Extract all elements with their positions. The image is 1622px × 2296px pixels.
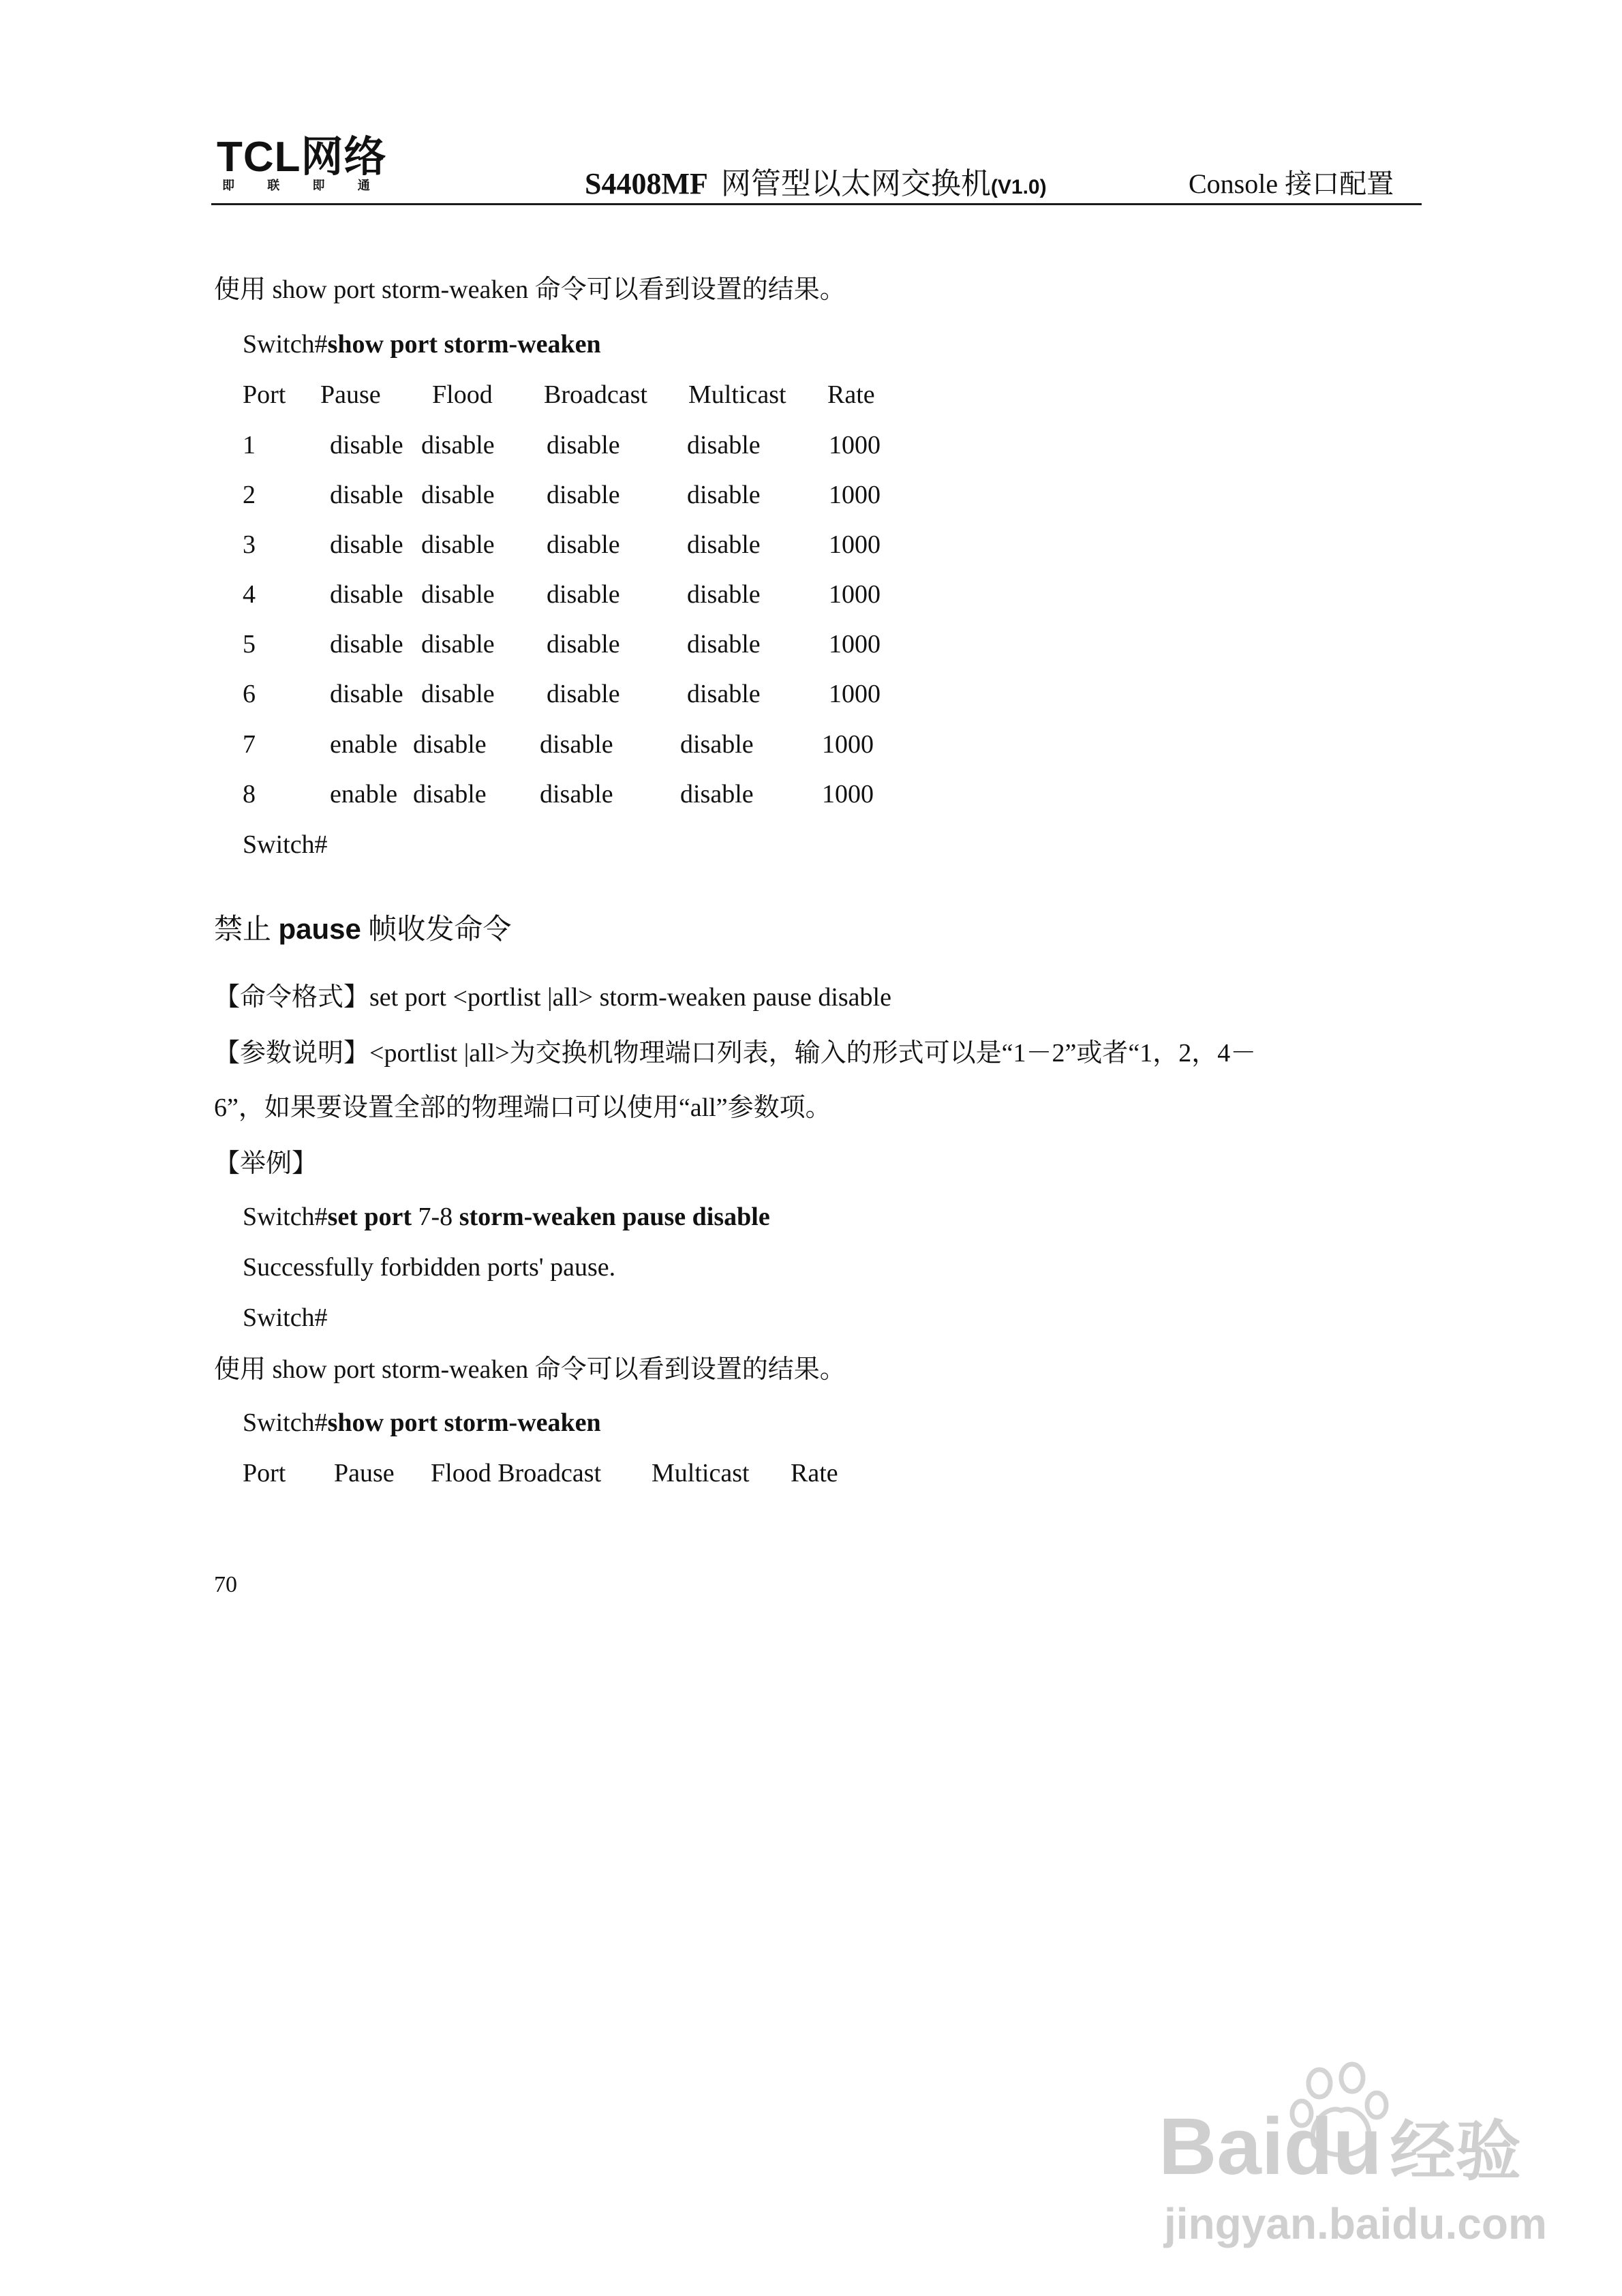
col-header-port: Port bbox=[243, 380, 286, 409]
prompt: Switch# bbox=[243, 330, 328, 359]
col-header-flood-broadcast: Flood Broadcast bbox=[431, 1459, 602, 1487]
broadcast-cell: disable bbox=[540, 730, 613, 759]
flood-cell: disable bbox=[421, 481, 495, 509]
broadcast-cell: disable bbox=[540, 780, 613, 809]
port-cell: 5 bbox=[243, 630, 256, 659]
multicast-cell: disable bbox=[687, 431, 761, 459]
rate-cell: 1000 bbox=[829, 680, 881, 708]
command-line-1 bbox=[243, 331, 601, 357]
product-model: S4408MF bbox=[585, 167, 708, 200]
example-prompt-end: Switch# bbox=[243, 1303, 328, 1332]
document-title bbox=[585, 169, 1047, 199]
pause-cell: disable bbox=[330, 630, 403, 659]
page-number: 70 bbox=[214, 1572, 237, 1597]
pause-cell: disable bbox=[330, 431, 403, 459]
col-header-multicast: Multicast bbox=[688, 380, 786, 409]
col-header-rate: Rate bbox=[791, 1459, 838, 1487]
flood-cell: disable bbox=[421, 630, 495, 659]
watermark-brand: Baidu 经验 bbox=[1159, 2102, 1521, 2192]
multicast-cell: disable bbox=[687, 530, 761, 559]
param-text-line2: 6”，如果要设置全部的物理端口可以使用“all”参数项。 bbox=[214, 1093, 831, 1122]
port-cell: 4 bbox=[243, 580, 256, 609]
port-cell: 3 bbox=[243, 530, 256, 559]
section-keyword: pause bbox=[278, 913, 361, 945]
rate-cell: 1000 bbox=[829, 630, 881, 659]
port-cell: 1 bbox=[243, 431, 256, 459]
pause-cell: disable bbox=[330, 530, 403, 559]
col-header-broadcast: Broadcast bbox=[544, 380, 647, 409]
pause-cell: enable bbox=[330, 780, 398, 809]
param-text-line1: <portlist |all>为交换机物理端口列表，输入的形式可以是“1－2”或者“1，2，4－ bbox=[369, 1039, 1257, 1068]
flood-cell: disable bbox=[421, 680, 495, 708]
multicast-cell: disable bbox=[687, 580, 761, 609]
broadcast-cell: disable bbox=[547, 481, 620, 509]
command-format bbox=[214, 984, 891, 1010]
command: show port storm-weaken bbox=[327, 1408, 601, 1437]
param-description bbox=[214, 1040, 1256, 1066]
flood-cell: disable bbox=[421, 580, 495, 609]
section-title: Console 接口配置 bbox=[1189, 168, 1394, 199]
tcl-logo-slogan: 即 联 即 通 bbox=[222, 179, 370, 193]
flood-cell: disable bbox=[421, 431, 495, 459]
col-header-multicast: Multicast bbox=[652, 1459, 750, 1487]
col-header-pause: Pause bbox=[320, 380, 381, 409]
intro-text-2: 使用 show port storm-weaken 命令可以看到设置的结果。 bbox=[214, 1355, 846, 1384]
prompt-end-1: Switch# bbox=[243, 830, 328, 859]
flood-cell: disable bbox=[413, 730, 487, 759]
format-label: 【命令格式】 bbox=[214, 983, 370, 1012]
flood-cell: disable bbox=[413, 780, 487, 809]
broadcast-cell: disable bbox=[547, 580, 620, 609]
multicast-cell: disable bbox=[687, 481, 761, 509]
prompt: Switch# bbox=[243, 1203, 328, 1231]
broadcast-cell: disable bbox=[547, 431, 620, 459]
command-line-2 bbox=[243, 1410, 601, 1436]
example-command: Switch#set port 7-8 storm-weaken pause disable bbox=[243, 1203, 770, 1231]
rate-cell: 1000 bbox=[829, 431, 881, 459]
port-cell: 6 bbox=[243, 680, 256, 708]
rate-cell: 1000 bbox=[829, 530, 881, 559]
broadcast-cell: disable bbox=[547, 630, 620, 659]
pause-cell: enable bbox=[330, 730, 398, 759]
prompt: Switch# bbox=[243, 1408, 328, 1437]
intro-text-1: 使用 show port storm-weaken 命令可以看到设置的结果。 bbox=[214, 275, 846, 304]
watermark-product: 经验 bbox=[1390, 2115, 1521, 2188]
col-header-rate: Rate bbox=[827, 380, 875, 409]
col-header-flood: Flood bbox=[432, 380, 493, 409]
section-heading: 禁止 pause 帧收发命令 bbox=[214, 913, 512, 946]
col-header-port: Port bbox=[243, 1459, 286, 1487]
watermark-url: jingyan.baidu.com bbox=[1164, 2199, 1547, 2248]
port-cell: 2 bbox=[243, 481, 256, 509]
command: show port storm-weaken bbox=[327, 330, 601, 359]
flood-cell: disable bbox=[421, 530, 495, 559]
product-name: 网管型以太网交换机 bbox=[720, 167, 991, 200]
rate-cell: 1000 bbox=[829, 481, 881, 509]
broadcast-cell: disable bbox=[547, 530, 620, 559]
port-cell: 7 bbox=[243, 730, 256, 759]
port-cell: 8 bbox=[243, 780, 256, 809]
col-header-pause: Pause bbox=[334, 1459, 395, 1487]
multicast-cell: disable bbox=[680, 730, 754, 759]
rate-cell: 1000 bbox=[822, 780, 874, 809]
broadcast-cell: disable bbox=[547, 680, 620, 708]
multicast-cell: disable bbox=[687, 630, 761, 659]
rate-cell: 1000 bbox=[829, 580, 881, 609]
multicast-cell: disable bbox=[687, 680, 761, 708]
param-label: 【参数说明】 bbox=[214, 1039, 370, 1068]
format-text: set port <portlist |all> storm-weaken pause disable bbox=[369, 983, 891, 1012]
tcl-logo: TCL网络 bbox=[217, 134, 387, 181]
multicast-cell: disable bbox=[680, 780, 754, 809]
pause-cell: disable bbox=[330, 680, 403, 708]
pause-cell: disable bbox=[330, 580, 403, 609]
version-label: (V1.0) bbox=[990, 176, 1047, 198]
header-rule bbox=[211, 203, 1422, 205]
rate-cell: 1000 bbox=[822, 730, 874, 759]
example-label: 【举例】 bbox=[214, 1149, 318, 1178]
example-result: Successfully forbidden ports' pause. bbox=[243, 1253, 616, 1282]
pause-cell: disable bbox=[330, 481, 403, 509]
